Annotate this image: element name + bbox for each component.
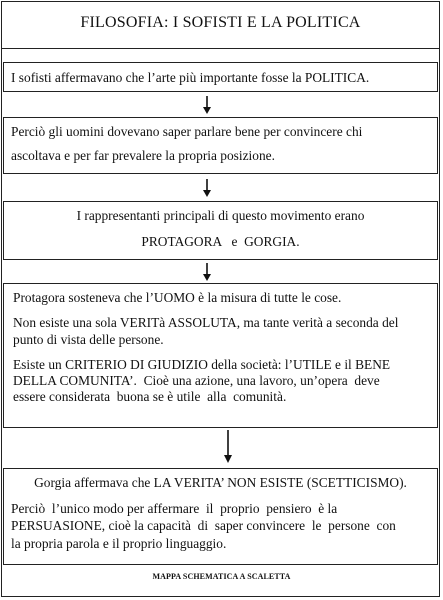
step-box-5 xyxy=(3,468,438,565)
step-box-5-line-1: Gorgia affermava che LA VERITA’ NON ESISTE (SCETTICISMO). xyxy=(34,475,407,490)
arrow-down-icon xyxy=(201,95,213,115)
step-box-1 xyxy=(3,62,438,92)
step-box-4 xyxy=(3,283,438,428)
step-box-2-line-2: ascoltava e per far prevalere la propria posizione. xyxy=(11,148,275,163)
footer-caption: MAPPA SCHEMATICA A SCALETTA xyxy=(152,572,291,581)
arrow-down-icon xyxy=(201,178,213,198)
step-box-2 xyxy=(3,117,438,174)
step-box-3 xyxy=(3,201,438,260)
step-box-5-line-4: la propria parola e il proprio linguaggio. xyxy=(11,536,227,551)
step-box-5-line-2: Perciò l’unico modo per affermare il proprio pensiero è la xyxy=(11,501,338,516)
step-box-4-line-6: essere considerata buona se è utile alla comunità. xyxy=(13,389,287,404)
page-title: FILOSOFIA: I SOFISTI E LA POLITICA xyxy=(80,14,361,31)
step-box-3-line-1: I rappresentanti principali di questo movimento erano xyxy=(76,208,365,223)
step-box-1-text: I sofisti affermavano che l’arte più importante fosse la POLITICA. xyxy=(11,70,370,85)
step-box-4-line-3: punto di vista delle persone. xyxy=(13,332,164,347)
step-box-2-line-1: Perciò gli uomini dovevano saper parlare bene per convincere chi xyxy=(11,124,363,139)
step-box-3-line-2: PROTAGORA e GORGIA. xyxy=(141,234,300,249)
step-box-5-line-3: PERSUASIONE, cioè la capacità di saper convincere le persone con xyxy=(11,518,396,533)
step-box-4-line-5: DELLA COMUNITA’. Cioè una azione, una lavoro, un’opera deve xyxy=(13,373,380,388)
step-box-4-line-4: Esiste un CRITERIO DI GIUDIZIO della società: l’UTILE e il BENE xyxy=(13,357,391,372)
title-box xyxy=(1,1,440,49)
arrow-down-icon xyxy=(201,262,213,282)
step-box-4-line-2: Non esiste una sola VERITà ASSOLUTA, ma tante verità a seconda del xyxy=(13,315,399,330)
step-box-4-line-1: Protagora sosteneva che l’UOMO è la misura di tutte le cose. xyxy=(13,290,342,305)
arrow-down-icon xyxy=(222,429,234,465)
